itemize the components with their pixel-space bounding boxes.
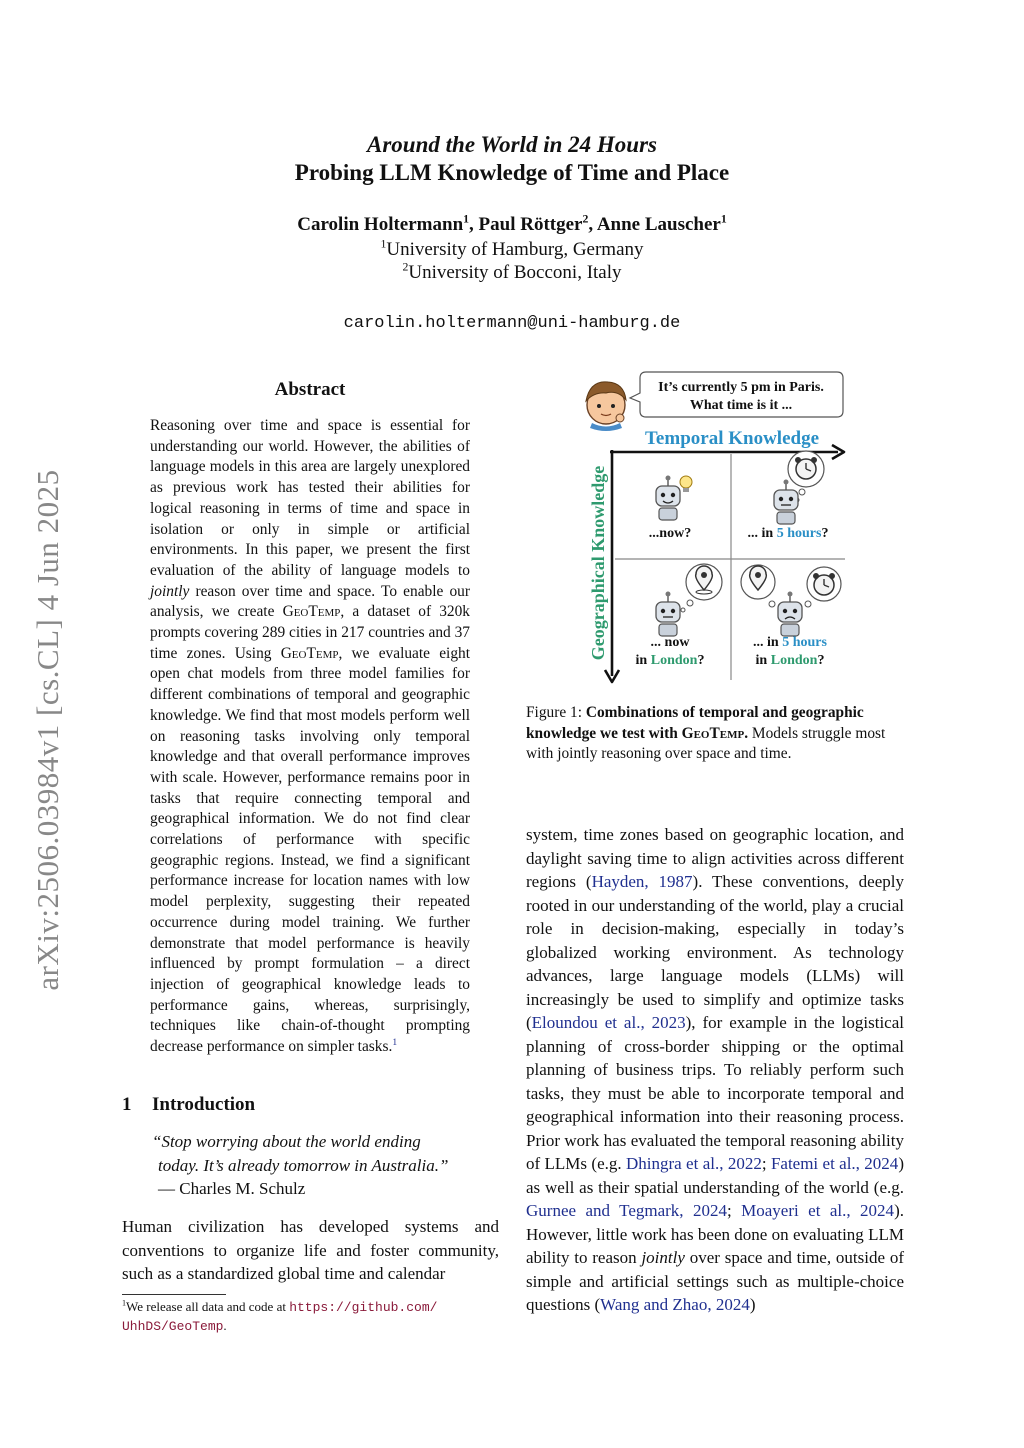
question-now-london-line2 [636, 653, 705, 668]
paper-title-line1: Around the World in 24 Hours [367, 132, 657, 157]
citation-link[interactable]: Eloundou et al., 2023 [531, 1013, 686, 1032]
epigraph-author: — Charles M. Schulz [158, 1179, 306, 1198]
question-text: ? [821, 526, 829, 541]
question-text: ... in [753, 635, 783, 650]
emphasis: jointly [641, 1248, 685, 1267]
question-in-5-hours-london-line1 [753, 635, 827, 650]
affiliation-mark: 2 [402, 260, 409, 274]
y-axis-label: Geographical Knowledge [588, 465, 608, 661]
body-text: ) [749, 1295, 756, 1314]
question-text: in [635, 653, 651, 668]
robot-icon [656, 476, 680, 521]
section-number: 1 [122, 1094, 132, 1115]
footnote-text: . [223, 1318, 227, 1333]
dataset-name: GeoTemp [280, 644, 339, 662]
abstract-body [150, 416, 470, 1058]
caption-text: Models struggle most with jointly reasoning over space and time. [526, 724, 886, 763]
epigraph-quote-line: today. It’s already tomorrow in Australia.” [158, 1155, 449, 1175]
alarm-clock-icon [813, 573, 835, 595]
author-list: Carolin Holtermann$^1$, Paul Röttger$^2$, Anne Lauscher$^1$ [297, 212, 727, 235]
author-email[interactable]: carolin.holtermann@uni-hamburg.de [343, 314, 681, 333]
temporal-highlight: 5 hours [782, 635, 827, 650]
question-now: ...now? [648, 526, 692, 541]
arxiv-identifier [28, 440, 68, 1020]
lightbulb-icon [680, 476, 692, 492]
citation-link[interactable]: Fatemi et al., 2024 [770, 1154, 899, 1173]
intro-paragraph-continued [526, 823, 904, 1317]
question-text: ? [817, 653, 825, 668]
question-text: ... in [747, 526, 777, 541]
body-text: system, time zones based on geographic location, and daylight saving time to align activities across different regions ( [526, 825, 904, 891]
author-name: Carolin Holtermann [297, 214, 464, 235]
affiliation-text: University of Hamburg, Germany [386, 239, 644, 260]
abstract-text: Reasoning over time and space is essential for understanding our world. However, the abilities of language models in this area are largely unexplored as previous work has tested their abilities for logical reasoning in terms of time and space in isolation or only in simple or artificial environments. In this paper, we present the first evaluation of the ability of language models to [150, 417, 470, 579]
affiliation [0, 239, 1024, 261]
body-text: ; [761, 1154, 771, 1173]
section-heading [122, 1094, 255, 1116]
body-text: ) as well as their spatial understanding of the world (e.g. [526, 1154, 904, 1197]
citation-link[interactable]: Gurnee and Tegmark, 2024 [526, 1201, 727, 1220]
dataset-name: GeoTemp [282, 603, 341, 621]
dataset-name: GeoTemp [681, 724, 745, 742]
author-affil-mark: 1 [463, 212, 470, 226]
speech-line-2: What time is it ... [689, 398, 793, 413]
speech-line-1: It’s currently 5 pm in Paris. [658, 380, 824, 395]
citation-link[interactable]: Wang and Zhao, 2024 [600, 1295, 750, 1314]
author-affil-mark: 2 [582, 212, 589, 226]
geographic-highlight: London [770, 653, 818, 668]
affiliation-mark: 1 [380, 237, 387, 251]
affiliation [0, 262, 1024, 284]
robot-icon [778, 592, 802, 637]
author-name: Paul Röttger [478, 214, 583, 235]
caption-bold: Combinations of temporal and geographic knowledge we test with [526, 704, 864, 742]
alarm-clock-icon [795, 457, 817, 479]
author-name: Anne Lauscher [596, 214, 721, 235]
intro-paragraph: Human civilization has developed systems and conventions to organize life and foster community, such as a standardized global time and calendar [122, 1217, 499, 1283]
abstract-text: , we evaluate eight open chat models from three model families for different combinations of temporal and geographic knowledge. We find that most models perform well on reasoning tasks involving only temporal knowledge and that overall performance improves with scale. However, performance remains poor in tasks that require connecting temporal and geographical information. We do not find clear correlations of performance with specific geographic regions. Instead, we find a significant performance increase for location names with low model perplexity, suggesting their repeated occurrence during model training. We further demonstrate that model performance is heavily influenced by prompt formulation – a direct injection of geographical knowledge leads to performance gains, whereas, surprisingly, techniques like chain-of-thought prompting decrease performance on simpler tasks. [150, 644, 470, 1056]
question-in-5-hours [748, 526, 829, 541]
temporal-highlight: 5 hours [776, 526, 822, 541]
caption-label: Figure 1: [526, 704, 586, 721]
footnote-text: We release all data and code at [126, 1299, 290, 1314]
robot-icon [656, 592, 680, 637]
question-text: in [755, 653, 771, 668]
question-now-london-line1: ... now [650, 635, 690, 650]
epigraph-quote-line: “Stop worrying about the world ending [152, 1132, 421, 1151]
citation-link[interactable]: Moayeri et al., 2024 [741, 1201, 895, 1220]
arxiv-identifier-text: arXiv:2506.03984v1 [cs.CL] 4 Jun 2025 [30, 469, 65, 991]
github-link[interactable]: https://github.com/ [289, 1300, 438, 1315]
figure-1 [520, 368, 910, 698]
citation-link[interactable]: Hayden, 1987 [591, 872, 693, 891]
citation-link[interactable]: Dhingra et al., 2022 [625, 1154, 762, 1173]
figure-caption [526, 703, 906, 765]
speech-bubble [630, 372, 843, 417]
question-in-5-hours-london-line2 [756, 653, 825, 668]
section-title: Introduction [152, 1094, 256, 1115]
footnote [122, 1298, 499, 1336]
affiliation-text: University of Bocconi, Italy [408, 262, 622, 283]
person-avatar-icon [586, 382, 626, 431]
footnote-mark: 1 [122, 1298, 127, 1308]
emphasis: jointly [150, 582, 190, 600]
body-text: ), for example in the logistical planning of cross-border shipping or the optimal planning of business trips. To reliably perform such tasks, they must be able to incorporate temporal and geographical information into their reasoning process. Prior work has evaluated the temporal reasoning ability of LLMs (e.g. [526, 1013, 904, 1173]
robot-icon [774, 480, 798, 525]
body-text: ; [726, 1201, 742, 1220]
caption-bold: . [744, 724, 749, 742]
abstract-text: , a dataset of 320k prompts covering 289 cities in 217 countries and 37 time zones. Using [150, 603, 470, 662]
epigraph [152, 1130, 482, 1201]
body-text: ). These conventions, deeply rooted in our understanding of the world, play a crucial role in decision-making, especially in today’s globalized working environment. As technology advances, large language models (LLMs) will increasingly be used to simplify and optimize tasks ( [526, 872, 904, 1032]
footnote-rule [122, 1294, 226, 1295]
github-link-continued[interactable]: UhhDS/GeoTemp [122, 1319, 224, 1334]
paper-title-line2: Probing LLM Knowledge of Time and Place [294, 160, 730, 185]
figure-1-graphic [520, 368, 910, 698]
footnote-link[interactable]: 1 [392, 1036, 398, 1048]
abstract-heading: Abstract [274, 379, 346, 400]
author-affil-mark: 1 [720, 212, 727, 226]
question-text: ? [697, 653, 705, 668]
body-text: over space and time, outside of simple and artificial settings such as multiple-choice questions ( [526, 1248, 904, 1314]
geographic-highlight: London [650, 653, 698, 668]
body-text: ). However, little work has been done on evaluating LLM ability to reason [526, 1201, 904, 1267]
x-axis-label: Temporal Knowledge [645, 428, 819, 449]
abstract-text: reason over time and space. To enable our analysis, we create [150, 582, 470, 621]
